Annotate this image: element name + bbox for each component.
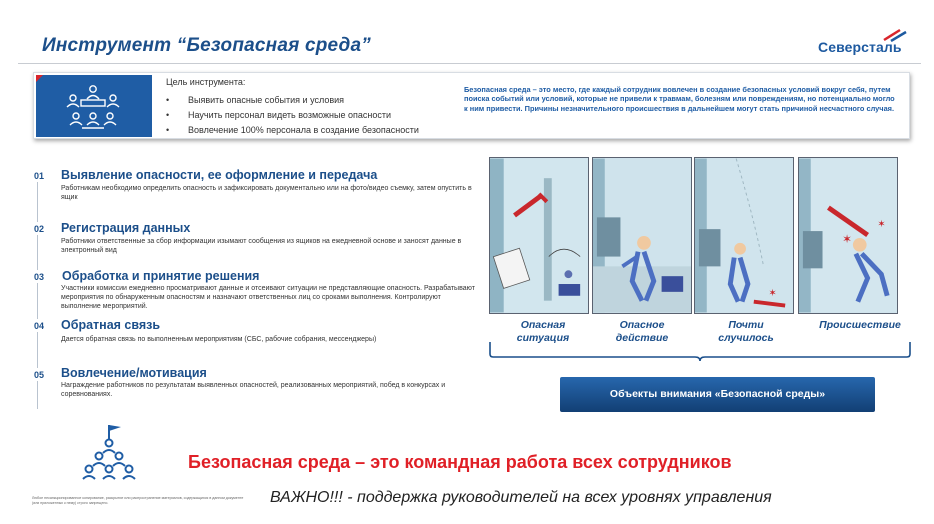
- near-miss-illustration: [695, 158, 793, 313]
- step-description: Работникам необходимо определить опасность и зафиксировать документально или на фото/видео съемку, затем опустить в ящик: [61, 185, 472, 202]
- comic-panel-near-miss: [694, 157, 794, 314]
- goal-label: Цель инструмента:: [166, 77, 246, 87]
- goal-panel: [33, 72, 910, 139]
- step-title: Регистрация данных: [61, 221, 191, 235]
- step-number: 02: [34, 224, 45, 234]
- step-connector: [37, 332, 38, 368]
- team-slogan: Безопасная среда – это командная работа всех сотрудников: [188, 452, 732, 472]
- caption-hazardous-situation: Опасная ситуация: [516, 319, 570, 344]
- caption-dangerous-action: Опасное действие: [615, 319, 669, 344]
- grouping-bracket: [489, 342, 911, 362]
- comic-panel-dangerous-action: [592, 157, 692, 314]
- red-corner-accent: [36, 75, 43, 82]
- important-note: ВАЖНО!!! - поддержка руководителей на всех уровнях управления: [270, 489, 772, 506]
- team-meeting-icon: [62, 83, 124, 131]
- incident-illustration: [799, 158, 897, 313]
- svg-text:✶: ✶: [842, 231, 852, 246]
- step-number: 05: [34, 370, 45, 380]
- logo-text: Северсталь: [818, 39, 902, 55]
- step-title: Обратная связь: [61, 318, 161, 332]
- step-title: Вовлечение/мотивация: [61, 366, 207, 380]
- svg-text:✶: ✶: [768, 287, 777, 299]
- comic-panel-incident: [798, 157, 898, 314]
- step-number: 01: [34, 171, 45, 181]
- logo-mark-icon: [882, 28, 908, 42]
- team-pyramid-icon: [77, 421, 141, 483]
- goal-list: [166, 93, 419, 138]
- step-description: Награждение работников по результатам выявленных опасностей, реализованных мероприятий, побед в конкурсах и соревнованиях.: [61, 382, 446, 399]
- goal-item: • Вовлечение 100% персонала в создание безопасности: [166, 123, 419, 138]
- safe-environment-focus-objects-banner: Объекты внимания «Безопасной среды»: [560, 377, 875, 412]
- svg-text:✶: ✶: [877, 219, 886, 231]
- caption-near-miss: Почти случилось: [718, 319, 774, 344]
- hazardous-situation-illustration: [490, 158, 588, 313]
- goal-icon-block: [36, 75, 152, 137]
- page-title: Инструмент “Безопасная среда”: [42, 35, 371, 56]
- step-title: Обработка и принятие решения: [62, 269, 260, 283]
- goal-item: • Выявить опасные события и условия: [166, 93, 419, 108]
- step-connector: [37, 235, 38, 270]
- step-description: Работники ответственные за сбор информации изымают сообщения из ящиков на ежедневной основе и заносят данные в электронный вид: [61, 238, 462, 255]
- step-description: Дается обратная связь по выполненным мероприятиям (СБС, рабочие собрания, мессенджеры): [61, 336, 377, 343]
- dangerous-action-illustration: [593, 158, 691, 313]
- step-connector: [37, 283, 38, 319]
- step-title: Выявление опасности, ее оформление и передача: [61, 168, 378, 182]
- safe-environment-definition: Безопасная среда – это место, где каждый сотрудник вовлечен в создание безопасных условий вокруг себя, путем поиска событий или условий, которые не привели к травмам, болезням или повреждениям, но потенциально могло к ним привести. Причины незначительного происшествия в дальнейшем могут стать причиной несчастного случая.: [464, 85, 895, 113]
- comic-panel-hazardous-situation: [489, 157, 589, 314]
- header-divider: [18, 63, 921, 64]
- caption-incident: Происшествие: [819, 319, 901, 331]
- copyright-disclaimer: Любое несанкционированное копирование, раскрытие или распространение материалов, содержащихся в данном документе (или приложенных к нему) строго запрещено.: [32, 496, 244, 505]
- step-connector: [37, 182, 38, 222]
- step-number: 04: [34, 321, 45, 331]
- step-connector: [37, 381, 38, 409]
- goal-item: • Научить персонал видеть возможные опасности: [166, 108, 419, 123]
- step-number: 03: [34, 272, 45, 282]
- severstal-logo: [818, 28, 913, 56]
- step-description: Участники комиссии ежедневно просматривают данные и отсеивают ситуации не представляющие опасность. Разрабатывают мероприятия по обнаруженным опасностям и назначают ответственных лиц со сроками выполнения. Контролируют выполнение мероприятий.: [61, 285, 475, 311]
